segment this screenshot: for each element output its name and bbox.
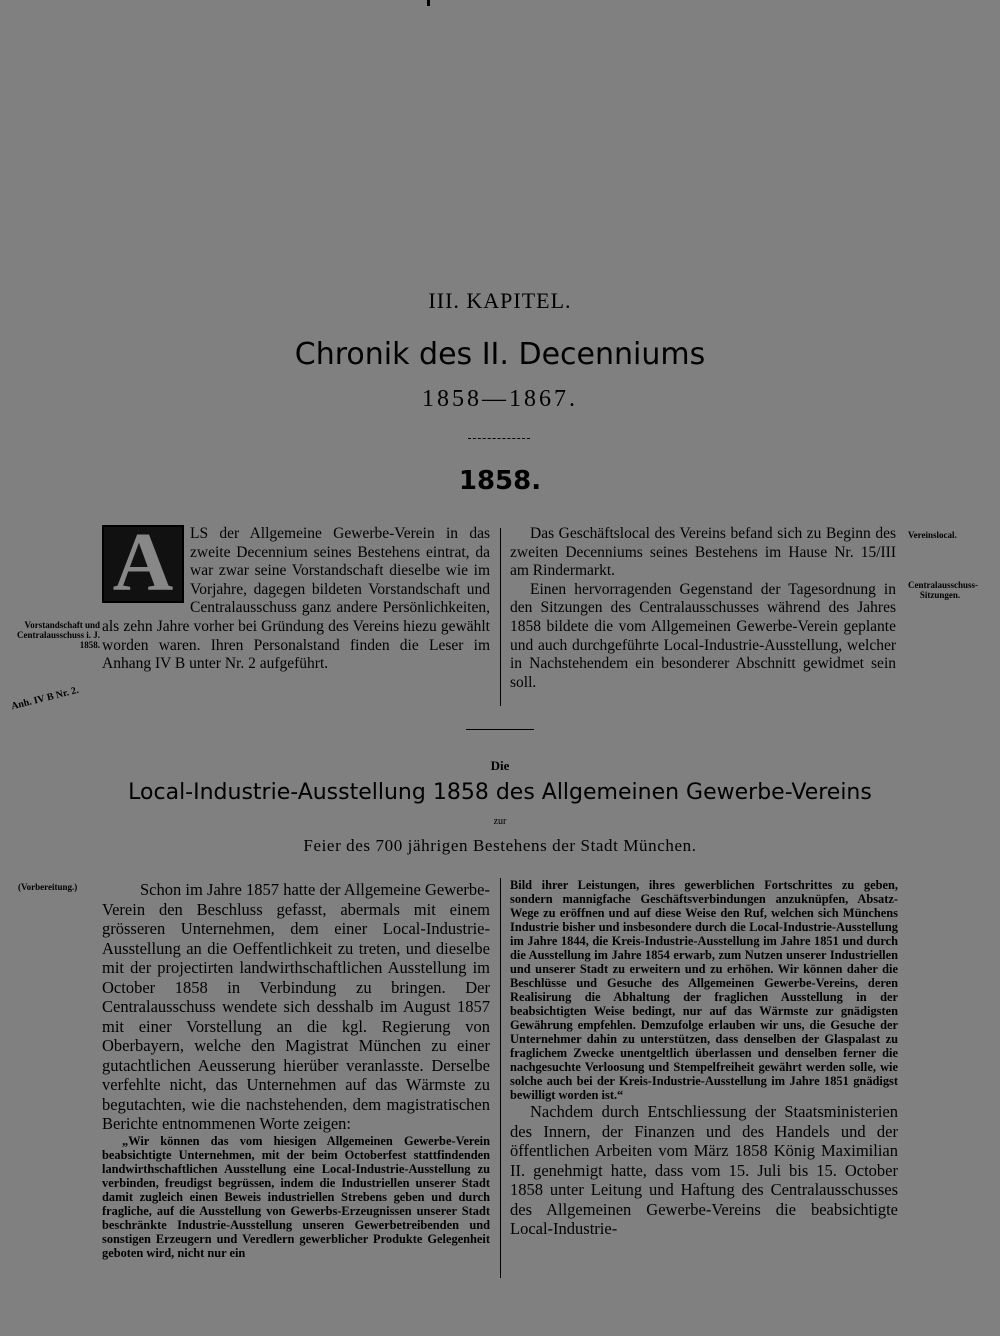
body-right-paragraph: Nachdem durch Entschliessung der Staatsministerien des Innern, der Finanzen und des Handels und der öffentlichen Arbeiten vom März 1858 König Maximilian II. genehmigt hatte, dass vom 15. Juli bis 15. October 1858 unter Leitung und Haftung des Centralausschusses des Allgemeinen Gewerbe-Vereins die beabsichtigte Local-Industrie- [510,1102,898,1238]
section-rule [466,729,534,730]
section-zur: zur [493,816,507,827]
dropcap-ornament [102,516,184,609]
body-left-column [102,880,490,1260]
margin-note-vorstand: Vorstandschaft und Centralausschuss i. J. 1858. [16,620,100,650]
divider-dash [468,438,530,440]
top-edge-mark [427,0,430,6]
margin-note-anhang: Anh. IV B Nr. 2. [10,684,80,713]
chapter-label: III. KAPITEL. [428,288,572,313]
intro-right-paragraph-2: Einen hervorragenden Gegenstand der Tagesordnung in den Sitzungen des Centralausschusses während des Jahres 1858 bildete die vom Allgemeinen Gewerbe-Verein geplante und auch durchgeführte Local-Industrie-Ausstellung, welcher in Nachstehendem ein besonderer Abschnitt gewidmet sein soll. [510,580,896,691]
body-left-paragraph: Schon im Jahre 1857 hatte der Allgemeine Gewerbe-Verein den Beschluss gefasst, abermals mit einem grösseren Unternehmen, dem einer Local-Industrie-Ausstellung an die Oeffentlichkeit zu treten, und dieselbe mit der projectirten landwirthschaftlichen Ausstellung im October 1858 in Verbindung zu bringen. Der Centralausschuss wendete sich desshalb im August 1857 mit einer Vorstellung an die kgl. Regierung von Oberbayern, welche den Magistrat München zu einer gutachtlichen Aeusserung hierüber veranlasste. Derselbe verfehlte nicht, das Unternehmen auf das Wärmste zu begutachten, wie die nachstehenden, dem magistratischen Berichte entnommenen Worte zeigen: [102,880,490,1133]
section-subtitle: Feier des 700 jährigen Bestehens der Stadt München. [303,836,697,855]
intro-right-paragraph-1: Das Geschäftslocal des Vereins befand sich zu Beginn des zweiten Decenniums seines Bestehens im Hause Nr. 15/III am Rindermarkt. [510,525,896,580]
margin-note-vorbereitung: (Vorbereitung.) [18,882,78,892]
section-die: Die [490,758,510,773]
dropcap-letter: A [112,516,174,609]
year-range: 1858—1867. [422,386,578,412]
intro-left-text: LS der Allgemeine Gewerbe-Verein in das zweite Decennium seines Bestehens eintrat, da war zwar seine Vorstandschaft dieselbe wie im Vorjahre, dagegen bildeten Vorstandschaft und Centralausschuss ganz andere Persönlichkeiten, als zehn Jahre vorher bei Gründung des Vereins hiezu gewählt worden waren. Ihren Personalstand finden die Leser im Anhang IV B unter Nr. 2 aufgeführt. [102,525,490,673]
margin-note-sitzungen: Centralausschuss-Sitzungen. [908,580,979,600]
body-right-quote: Bild ihrer Leistungen, ihres gewerblichen Fortschrittes zu geben, sondern mannigfache Geschäftsverbindungen anzuknüpfen, Absatz-Wege zu eröffnen und auf diese Weise den Ruf, welchen sich Münchens Industrie bisher und insbesondere durch die Local-Industrie-Ausstellung im Jahre 1844, die Kreis-Industrie-Ausstellung im Jahre 1851 und durch die Ausstellung im Jahre 1854 erwarb, zum Nutzen unserer Industriellen und unserer Stadt zu erweitern und zu erhöhen. Wir können daher die Beschlüsse und Gesuche des Allgemeinen Gewerbe-Vereins, deren Realisirung die Abhaltung der fraglichen Ausstellung in der beabsichtigten Weise bedingt, nur auf das Wärmste zur gnädigsten Gewährung empfehlen. Demzufolge erlauben wir uns, die Gesuche der Unternehmer dahin zu unterstützen, dass denselben der Glaspalast zu fraglichem Zwecke unentgeltlich überlassen und denselben ferner die nachgesuchte Verloosung und Stempelfreiheit gewährt werden solle, wie solche auch bei der Kreis-Industrie-Ausstellung im Jahre 1851 gnädigst bewilligt worden ist.“ [510,878,898,1102]
body-left-quote: „Wir können das vom hiesigen Allgemeinen Gewerbe-Verein beabsichtigte Unternehmen, mit der beim Octoberfest stattfindenden landwirthschaftlichen Ausstellung eine Local-Industrie-Ausstellung zu verbinden, freudigst begrüssen, indem die Industriellen unserer Stadt damit zugleich einen Beweis industriellen Strebens geben und durch fragliche, auf die Ausstellung von Gewerbs-Erzeugnissen unserer Stadt beschränkte Industrie-Ausstellung unseren Gewerbetreibenden und sonstigen Erzeugern und Veredlern gewerblicher Produkte Gelegenheit geboten wird, nicht nur ein [102,1133,490,1260]
intro-left-column [102,516,490,674]
page-title: Chronik des II. Decenniums [294,337,706,372]
column-divider [500,528,501,706]
section-heading: Local-Industrie-Ausstellung 1858 des Allgemeinen Gewerbe-Vereins [128,780,872,805]
body-right-column [510,878,898,1239]
margin-note-vereinslocal: Vereinslocal. [908,530,957,540]
column-divider-lower [500,878,501,1278]
intro-right-column [510,525,896,692]
year-heading: 1858. [458,466,542,496]
